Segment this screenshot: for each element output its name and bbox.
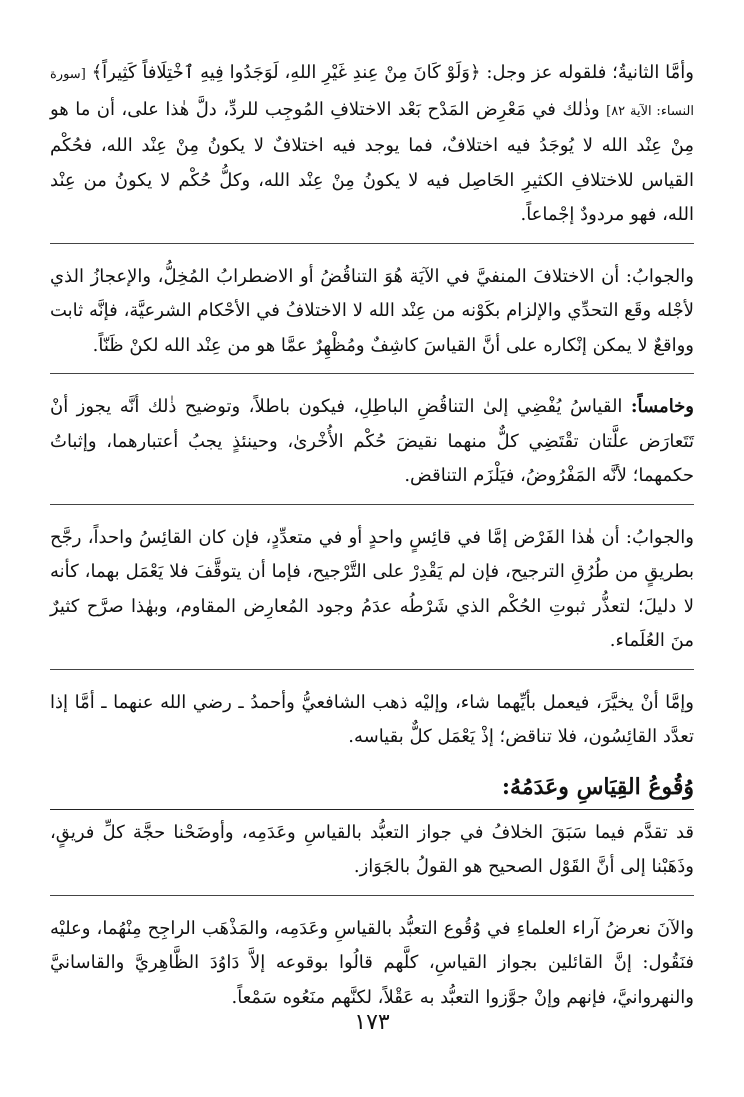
section-heading-underline xyxy=(50,809,694,810)
paragraph-3-lead: وخامساً: xyxy=(630,396,694,417)
paragraph-1-intro: وأمَّا الثانيةُ؛ فلقوله عز وجل: xyxy=(480,62,694,83)
section-heading: وُقُوعُ القِيَاسِ وعَدَمُهُ: xyxy=(501,773,694,800)
divider xyxy=(50,504,694,505)
paragraph-7: والآنَ نعرضُ آراء العلماءِ في وُقُوع التعبُّد بالقياسِ وعَدَمِه، والمَذْهَب الراجِح مِنْهُما، وعليْه فنَقُول: إنَّ القائلين بجواز القياسِ، كلَّهم قالُوا بوقوعه إلاَّ دَاوُدَ الظَّاهِريَّ والقاسانيَّ والنهروانيَّ، فإنهم وإنْ جوَّزوا التعبُّد به عَقْلاً، لكنَّهم منَعُوه سَمْعاً. xyxy=(50,917,694,1008)
quran-citation: [سورة النساء: الآية ٨٢] xyxy=(50,67,694,119)
paragraph-4: والجوابُ: أن هٰذا الفَرْض إمَّا في قائِسٍ واحدٍ أو في متعدِّدٍ، فإن كان القائِسُ واحداً، رجَّح بطريقٍ من طُرُقِ الترجيح، فإن لم يَقْدِرْ على التَّرْجيح، فإما أن يتوقَّفَ فلا يَعْمَل بهما، كأنه لا دليلَ؛ لتعذُّر ثبوتِ الحُكْم الذي شَرْطُه عدَمُ وجود المُعارِض المقاوم، وبهٰذا صرَّح كثيرٌ منَ العُلَماء. xyxy=(50,526,694,651)
quran-quote: ﴿وَلَوْ كَانَ مِنْ عِندِ غَيْرِ اللهِ، لَوَجَدُوا فِيهِ ٱخْتِلَافاً كَثِيراً﴾ xyxy=(91,62,481,83)
divider xyxy=(50,373,694,374)
paragraph-6: قد تقدَّم فيما سَبَقَ الخلافُ في جواز التعبُّد بالقياسِ وعَدَمِه، وأوضَحْنا حجَّة كلِّ فريقٍ، وذَهَبْنا إلى أنَّ القَوْل الصحيح هو القولُ بالجَوَاز. xyxy=(50,821,694,877)
paragraph-1-body: وذٰلك في مَعْرِض المَدْح بَعْد الاختلافِ المُوجِب للردِّ، دلَّ هٰذا على، أن ما هو مِنْ عِنْد الله لا يُوجَدُ فيه اختلافٌ، فما يوجد فيه اختلافٌ لا يكونُ مِنْ عِنْد الله، فحُكْم القياس للاختلافِ الكثيرِ الحَاصِل فيه لا يكونُ مِنْ عِنْد الله، وكلُّ حُكْم لا يكونُ من عِنْد الله، فهو مردودٌ إجْماعاً. xyxy=(50,98,694,225)
paragraph-3 xyxy=(50,390,694,494)
divider xyxy=(50,243,694,244)
divider xyxy=(50,895,694,896)
paragraph-1 xyxy=(50,56,694,233)
divider xyxy=(50,669,694,670)
paragraph-5: وإمَّا أنْ يخيَّرَ، فيعمل بأيِّهما شاء، وإليْه ذهب الشافعيُّ وأحمدُ ـ رضي الله عنهما ـ أمَّا إذا تعدَّد القائِسُون، فلا تناقض؛ إذْ يَعْمَل كلٌّ بقياسه. xyxy=(50,691,694,747)
paragraph-3-body: القياسُ يُفْضِي إلىٰ التناقُضِ الباطِلِ، فيكون باطلاً، وتوضيح ذٰلك أنَّه يجوز أنْ تَتَعارَض علَّتان تقْتَضِي كلٌّ منهما نقيضَ حُكْم الأُخْرىٰ، وحينئذٍ يجبُ أعتبارهما، وإثباتُ حكمهما؛ لأنَّه المَفْرُوضُ، فيَلْزَم التناقض. xyxy=(50,396,694,486)
paragraph-2: والجوابُ: أن الاختلافَ المنفيَّ في الآيَة هُوَ التناقُضُ أو الاضطرابُ المُخِلُّ، والإعجازُ الذي لأجْله وقَع التحدِّي والإلزام بكَوْنه من عِنْد الله لا الاختلافُ في الأحْكام الشرعيَّة، فإنَّه ثابت وواقعٌ لا يمكن إنْكاره على أنَّ القياسَ كاشِفٌ ومُظْهِرٌ عمَّا هو من عِنْد الله لكنْ ظَنّاً. xyxy=(50,265,694,356)
book-page xyxy=(50,56,694,1015)
page-number: ١٧٣ xyxy=(354,1010,390,1035)
